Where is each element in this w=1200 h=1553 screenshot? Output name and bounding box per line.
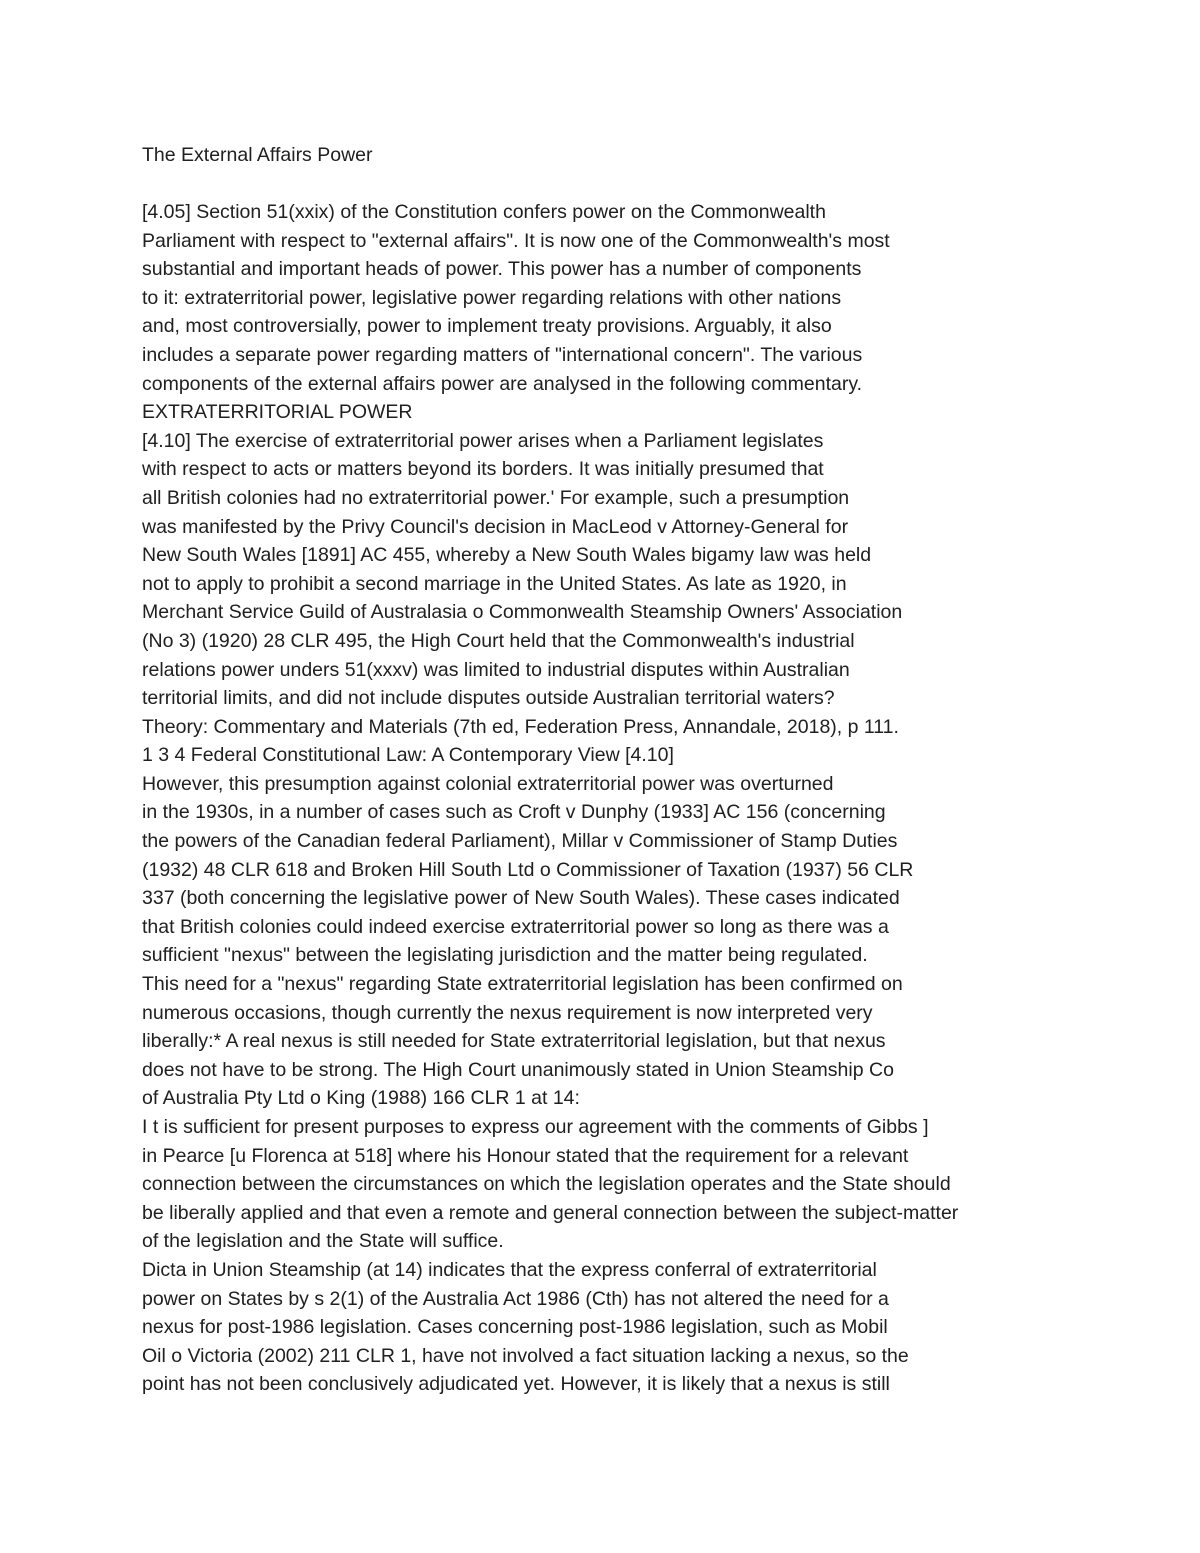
text-line: This need for a "nexus" regarding State extraterritorial legislation has been confirmed on <box>142 973 903 996</box>
text-line: in the 1930s, in a number of cases such as Croft v Dunphy (1933] AC 156 (concerning <box>142 801 886 824</box>
text-line: that British colonies could indeed exercise extraterritorial power so long as there was a <box>142 915 889 938</box>
text-line: does not have to be strong. The High Court unanimously stated in Union Steamship Co <box>142 1058 894 1081</box>
text-line: of Australia Pty Ltd o King (1988) 166 CLR 1 at 14: <box>142 1087 580 1110</box>
text-line: Dicta in Union Steamship (at 14) indicates that the express conferral of extraterritorial <box>142 1258 877 1281</box>
text-line: components of the external affairs power are analysed in the following commentary. <box>142 372 863 395</box>
text-line: 337 (both concerning the legislative power of New South Wales). These cases indicated <box>142 887 900 910</box>
text-line: point has not been conclusively adjudicated yet. However, it is likely that a nexus is still <box>142 1373 890 1396</box>
text-line: liberally:* A real nexus is still needed for State extraterritorial legislation, but that nexus <box>142 1030 886 1053</box>
text-line: was manifested by the Privy Council's decision in MacLeod v Attorney-General for <box>142 515 849 538</box>
text-line: connection between the circumstances on which the legislation operates and the State should <box>142 1173 951 1196</box>
text-line: Oil o Victoria (2002) 211 CLR 1, have not involved a fact situation lacking a nexus, so the <box>142 1344 909 1367</box>
text-line: in Pearce [u Florenca at 518] where his Honour stated that the requirement for a relevant <box>142 1144 909 1167</box>
text-line: EXTRATERRITORIAL POWER <box>142 401 413 424</box>
text-line: [4.10] The exercise of extraterritorial power arises when a Parliament legislates <box>142 429 824 452</box>
text-line: of the legislation and the State will suffice. <box>142 1230 504 1253</box>
text-line: territorial limits, and did not include disputes outside Australian territorial waters? <box>142 687 835 710</box>
text-line: and, most controversially, power to implement treaty provisions. Arguably, it also <box>142 315 832 338</box>
text-line: I t is sufficient for present purposes to express our agreement with the comments of Gibbs ] <box>142 1116 929 1138</box>
text-line: numerous occasions, though currently the nexus requirement is now interpreted very <box>142 1001 873 1024</box>
text-line: (No 3) (1920) 28 CLR 495, the High Court held that the Commonwealth's industrial <box>142 629 855 652</box>
text-line: to it: extraterritorial power, legislative power regarding relations with other nations <box>142 286 842 309</box>
text-line: Merchant Service Guild of Australasia o Commonwealth Steamship Owners' Association <box>142 601 903 624</box>
text-line: nexus for post-1986 legislation. Cases concerning post-1986 legislation, such as Mobil <box>142 1316 888 1339</box>
text-line: with respect to acts or matters beyond its borders. It was initially presumed that <box>142 458 824 481</box>
text-line: substantial and important heads of power. This power has a number of components <box>142 258 862 281</box>
text-line: sufficient "nexus" between the legislating jurisdiction and the matter being regulated. <box>142 944 868 967</box>
document-body <box>142 198 1152 1399</box>
text-line: be liberally applied and that even a remote and general connection between the subject-matter <box>142 1201 959 1224</box>
document-title: The External Affairs Power <box>142 144 373 166</box>
text-line: 1 3 4 Federal Constitutional Law: A Contemporary View [4.10] <box>142 744 674 767</box>
text-line: [4.05] Section 51(xxix) of the Constitution confers power on the Commonwealth <box>142 201 826 223</box>
text-line: relations power unders 51(xxxv) was limited to industrial disputes within Australian <box>142 658 850 681</box>
text-line: includes a separate power regarding matters of "international concern". The various <box>142 343 863 366</box>
text-line: not to apply to prohibit a second marriage in the United States. As late as 1920, in <box>142 572 847 595</box>
text-line: Parliament with respect to "external affairs". It is now one of the Commonwealth's most <box>142 229 890 252</box>
text-line: all British colonies had no extraterritorial power.' For example, such a presumption <box>142 486 850 509</box>
text-line: However, this presumption against colonial extraterritorial power was overturned <box>142 772 834 795</box>
text-line: (1932) 48 CLR 618 and Broken Hill South Ltd o Commissioner of Taxation (1937) 56 CLR <box>142 858 914 881</box>
text-line: power on States by s 2(1) of the Australia Act 1986 (Cth) has not altered the need for a <box>142 1287 889 1310</box>
text-line: New South Wales [1891] AC 455, whereby a New South Wales bigamy law was held <box>142 544 872 567</box>
text-line: Theory: Commentary and Materials (7th ed, Federation Press, Annandale, 2018), p 111. <box>142 715 899 738</box>
text-line: the powers of the Canadian federal Parliament), Millar v Commissioner of Stamp Duties <box>142 830 898 853</box>
